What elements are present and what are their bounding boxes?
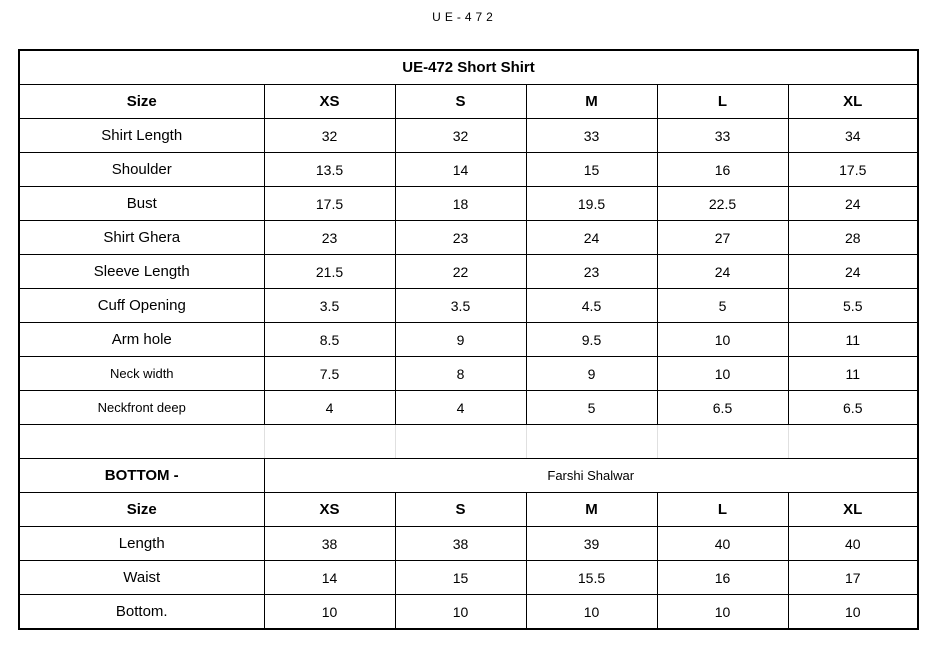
cell-value: 8.5 <box>264 323 395 357</box>
cell-value: 16 <box>657 153 788 187</box>
row-label: Waist <box>19 561 264 595</box>
bottom-title-row <box>19 459 918 493</box>
row-label: Bust <box>19 187 264 221</box>
cell-value: 40 <box>788 527 918 561</box>
cell-value: 9.5 <box>526 323 657 357</box>
row-label: Neck width <box>19 357 264 391</box>
cell-value: 7.5 <box>264 357 395 391</box>
cell-value: 33 <box>526 119 657 153</box>
table-row <box>19 323 918 357</box>
header-m: M <box>526 85 657 119</box>
header-s: S <box>395 85 526 119</box>
header-xs: XS <box>264 85 395 119</box>
cell-value: 39 <box>526 527 657 561</box>
cell-value: 32 <box>264 119 395 153</box>
empty-cell <box>264 425 395 459</box>
header-l: L <box>657 85 788 119</box>
cell-value: 21.5 <box>264 255 395 289</box>
row-label: Length <box>19 527 264 561</box>
empty-cell <box>788 425 918 459</box>
header-xl: XL <box>788 85 918 119</box>
bottom-section-label: BOTTOM - <box>19 459 264 493</box>
cell-value: 5 <box>526 391 657 425</box>
cell-value: 6.5 <box>657 391 788 425</box>
header-s: S <box>395 493 526 527</box>
cell-value: 17.5 <box>264 187 395 221</box>
cell-value: 19.5 <box>526 187 657 221</box>
cell-value: 5 <box>657 289 788 323</box>
empty-cell <box>526 425 657 459</box>
cell-value: 24 <box>657 255 788 289</box>
cell-value: 10 <box>657 595 788 630</box>
document-title: UE-472 <box>432 10 497 24</box>
empty-cell <box>19 425 264 459</box>
table-row <box>19 289 918 323</box>
header-xs: XS <box>264 493 395 527</box>
cell-value: 40 <box>657 527 788 561</box>
cell-value: 4 <box>264 391 395 425</box>
cell-value: 3.5 <box>395 289 526 323</box>
cell-value: 15 <box>526 153 657 187</box>
shirt-header-row <box>19 85 918 119</box>
cell-value: 3.5 <box>264 289 395 323</box>
table-row <box>19 119 918 153</box>
cell-value: 10 <box>657 357 788 391</box>
cell-value: 9 <box>526 357 657 391</box>
row-label: Shirt Length <box>19 119 264 153</box>
cell-value: 32 <box>395 119 526 153</box>
cell-value: 14 <box>395 153 526 187</box>
cell-value: 38 <box>264 527 395 561</box>
cell-value: 9 <box>395 323 526 357</box>
cell-value: 17 <box>788 561 918 595</box>
cell-value: 22.5 <box>657 187 788 221</box>
cell-value: 10 <box>657 323 788 357</box>
table-row <box>19 221 918 255</box>
table-row <box>19 357 918 391</box>
row-label: Shoulder <box>19 153 264 187</box>
cell-value: 14 <box>264 561 395 595</box>
cell-value: 24 <box>788 187 918 221</box>
table-row <box>19 595 918 630</box>
table-row <box>19 153 918 187</box>
shirt-title-row <box>19 50 918 85</box>
cell-value: 17.5 <box>788 153 918 187</box>
size-chart-table <box>18 49 919 630</box>
cell-value: 24 <box>788 255 918 289</box>
cell-value: 23 <box>264 221 395 255</box>
empty-cell <box>657 425 788 459</box>
cell-value: 15.5 <box>526 561 657 595</box>
cell-value: 18 <box>395 187 526 221</box>
empty-cell <box>395 425 526 459</box>
bottom-type: Farshi Shalwar <box>264 459 918 493</box>
cell-value: 4 <box>395 391 526 425</box>
row-label: Bottom. <box>19 595 264 630</box>
cell-value: 13.5 <box>264 153 395 187</box>
header-l: L <box>657 493 788 527</box>
cell-value: 23 <box>395 221 526 255</box>
cell-value: 6.5 <box>788 391 918 425</box>
cell-value: 11 <box>788 323 918 357</box>
bottom-header-row <box>19 493 918 527</box>
shirt-table-title: UE-472 Short Shirt <box>19 50 918 85</box>
row-label: Neckfront deep <box>19 391 264 425</box>
row-label: Cuff Opening <box>19 289 264 323</box>
table-row <box>19 561 918 595</box>
cell-value: 16 <box>657 561 788 595</box>
cell-value: 10 <box>264 595 395 630</box>
cell-value: 33 <box>657 119 788 153</box>
header-size: Size <box>19 85 264 119</box>
cell-value: 11 <box>788 357 918 391</box>
cell-value: 22 <box>395 255 526 289</box>
spacer-row <box>19 425 918 459</box>
cell-value: 10 <box>788 595 918 630</box>
cell-value: 24 <box>526 221 657 255</box>
row-label: Sleeve Length <box>19 255 264 289</box>
cell-value: 38 <box>395 527 526 561</box>
table-row <box>19 391 918 425</box>
header-m: M <box>526 493 657 527</box>
cell-value: 10 <box>526 595 657 630</box>
cell-value: 4.5 <box>526 289 657 323</box>
table-row <box>19 187 918 221</box>
cell-value: 15 <box>395 561 526 595</box>
row-label: Shirt Ghera <box>19 221 264 255</box>
cell-value: 34 <box>788 119 918 153</box>
header-xl: XL <box>788 493 918 527</box>
cell-value: 28 <box>788 221 918 255</box>
cell-value: 23 <box>526 255 657 289</box>
cell-value: 5.5 <box>788 289 918 323</box>
table-row <box>19 527 918 561</box>
cell-value: 8 <box>395 357 526 391</box>
row-label: Arm hole <box>19 323 264 357</box>
table-row <box>19 255 918 289</box>
cell-value: 10 <box>395 595 526 630</box>
header-size: Size <box>19 493 264 527</box>
cell-value: 27 <box>657 221 788 255</box>
